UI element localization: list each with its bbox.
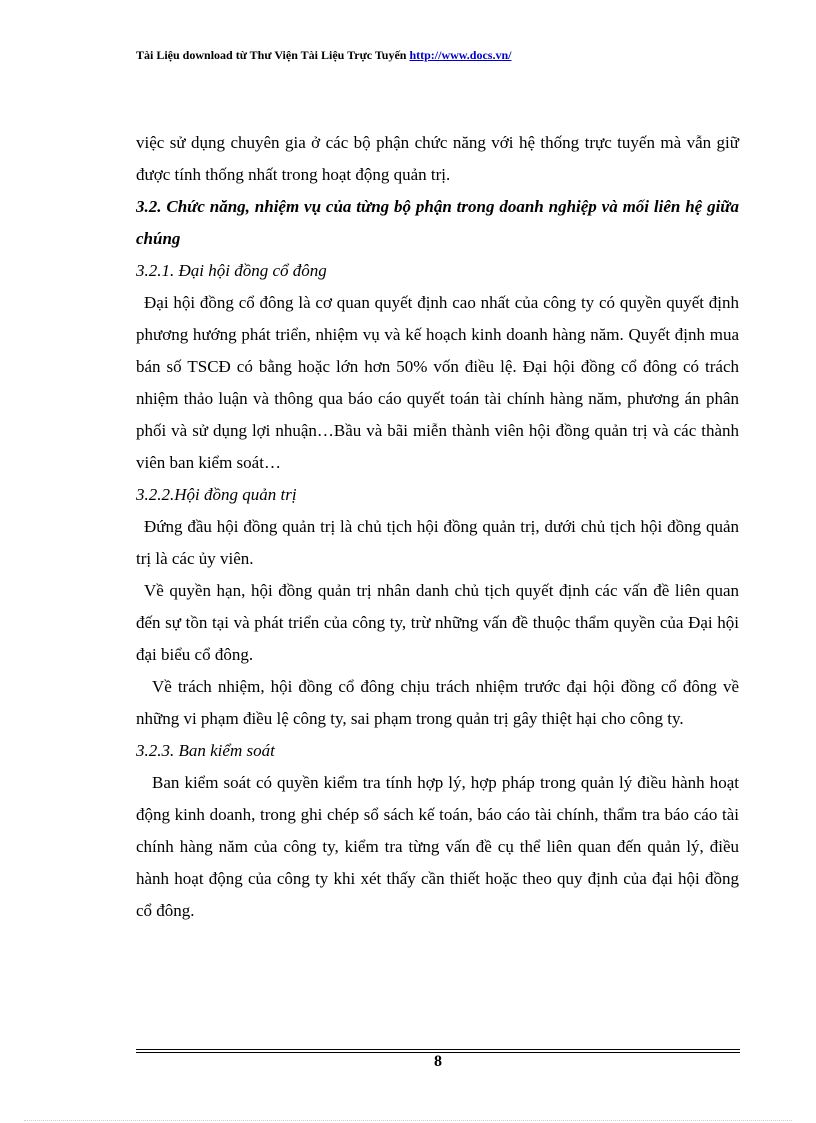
page-edge-dotted-line <box>24 1120 792 1121</box>
paragraph: Về quyền hạn, hội đồng quản trị nhân danh chủ tịch quyết định các vấn đề liên quan đến sự tồn tại và phát triển của công ty, trừ những vấn đề thuộc thẩm quyền của Đại hội đại biểu cổ đông. <box>136 581 739 664</box>
header-link[interactable]: http://www.docs.vn/ <box>409 48 512 62</box>
paragraph: việc sử dụng chuyên gia ở các bộ phận chức năng với hệ thống trực tuyến mà vẫn giữ được tính thống nhất trong hoạt động quản trị. <box>136 133 739 184</box>
page-number: 8 <box>434 1053 442 1070</box>
subsection-heading: 3.2.1. Đại hội đồng cổ đông <box>136 261 327 280</box>
paragraph: Ban kiểm soát có quyền kiểm tra tính hợp lý, hợp pháp trong quản lý điều hành hoạt động kinh doanh, trong ghi chép sổ sách kế toán, báo cáo tài chính, thẩm tra báo cáo tài chính hàng năm của công ty, kiểm tra từng vấn đề cụ thể liên quan đến quản lý, điều hành hoạt động của công ty khi xét thấy cần thiết hoặc theo quy định của đại hội đồng cổ đông. <box>136 773 739 920</box>
paragraph: Đứng đầu hội đồng quản trị là chủ tịch hội đồng quản trị, dưới chủ tịch hội đồng quản trị là các ủy viên. <box>136 517 739 568</box>
paragraph: Về trách nhiệm, hội đồng cổ đông chịu trách nhiệm trước đại hội đồng cổ đông về những vi phạm điều lệ công ty, sai phạm trong quản trị gây thiệt hại cho công ty. <box>136 677 739 728</box>
page-header <box>136 48 756 63</box>
document-body <box>136 127 739 927</box>
footer-rule <box>136 1049 740 1050</box>
paragraph: Đại hội đồng cổ đông là cơ quan quyết định cao nhất của công ty có quyền quyết định phương hướng phát triển, nhiệm vụ và kế hoạch kinh doanh hàng năm. Quyết định mua bán số TSCĐ có bằng hoặc lớn hơn 50% vốn điều lệ. Đại hội đồng cổ đông có trách nhiệm thảo luận và thông qua báo cáo quyết toán tài chính hàng năm, phương án phân phối và sử dụng lợi nhuận…Bầu và bãi miễn thành viên hội đồng quản trị và các thành viên ban kiểm soát… <box>136 293 739 472</box>
header-text: Tài Liệu download từ Thư Viện Tài Liệu Trực Tuyến <box>136 48 410 62</box>
subsection-heading: 3.2.3. Ban kiểm soát <box>136 741 275 760</box>
subsection-heading: 3.2.2.Hội đồng quản trị <box>136 485 297 504</box>
section-heading: 3.2. Chức năng, nhiệm vụ của từng bộ phận trong doanh nghiệp và mối liên hệ giữa chúng <box>136 197 739 248</box>
